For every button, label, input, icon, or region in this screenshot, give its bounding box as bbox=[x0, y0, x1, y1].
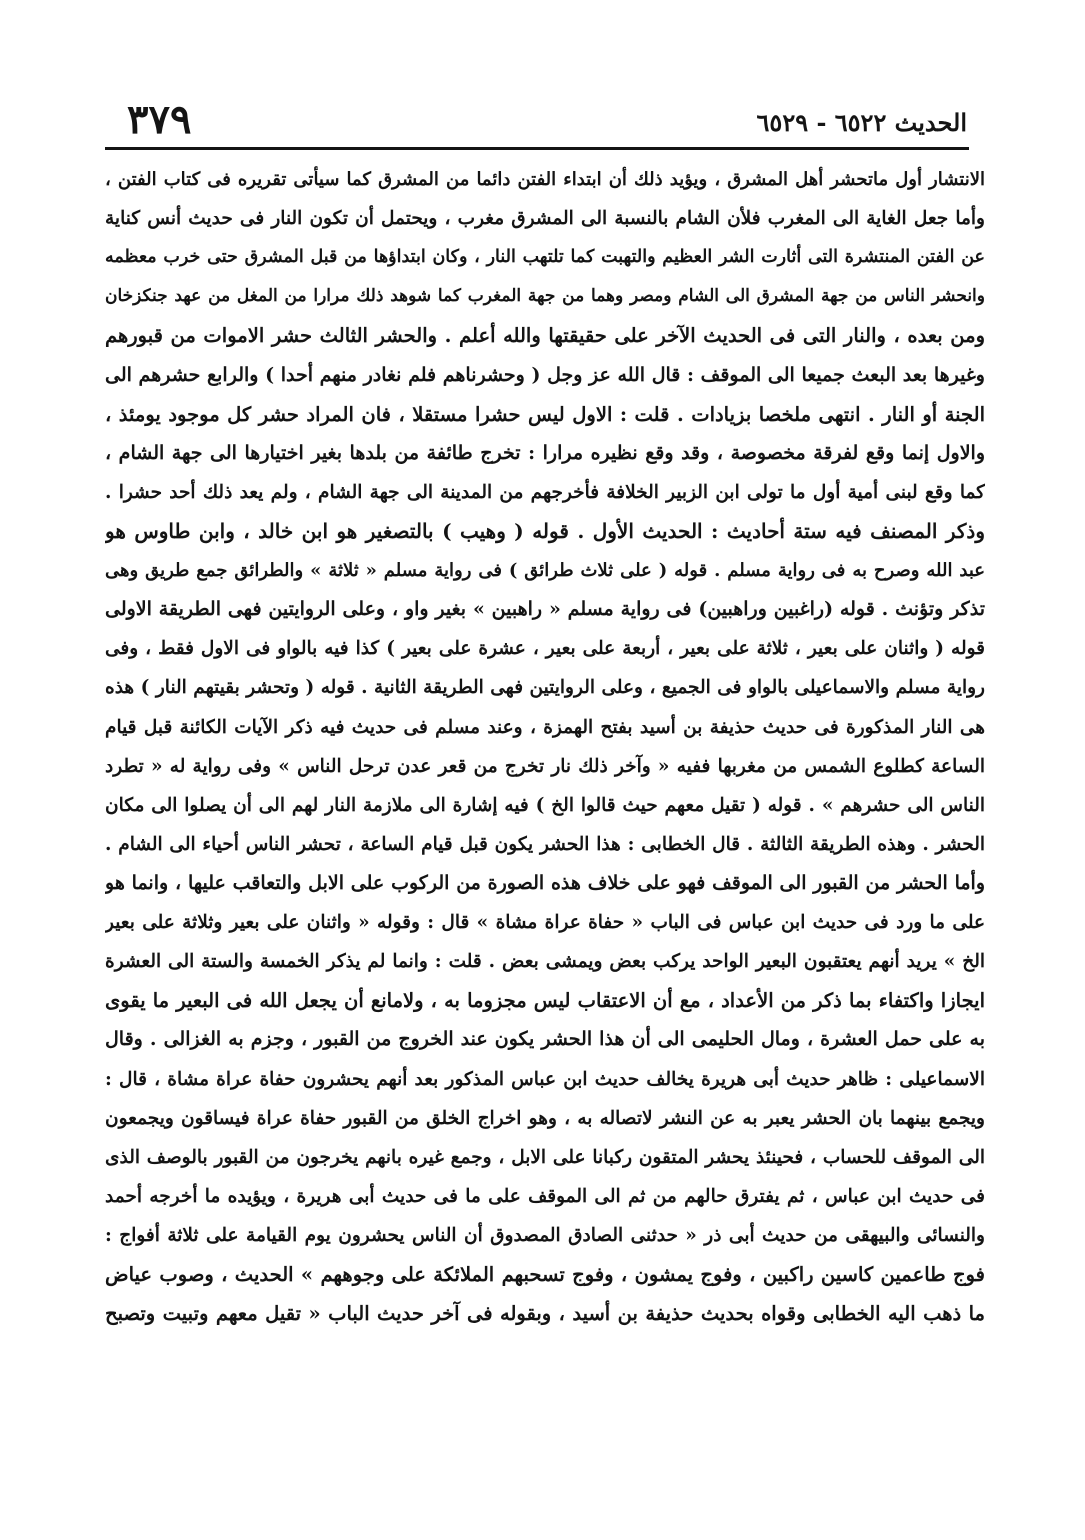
text-line: رواية مسلم والاسماعيلى بالواو فى الجميع ، وعلى الروايتين فهى الطريقة الثانية . قوله ( وتحشر بقيتهم النار ) هذه bbox=[105, 677, 985, 699]
text-line: فوج طاعمين كاسين راكبين ، وفوج يمشون ، وفوج تسحبهم الملائكة على وجوههم » الحديث ، وصوب عياض bbox=[105, 1263, 985, 1287]
text-line: عن الفتن المنتشرة التى أثارت الشر العظيم والتهبت كما تلتهب النار ، وكان ابتداؤها من قبل المشرق حتى خرب معظمه bbox=[105, 247, 985, 268]
text-line: ومن بعده ، والنار التى فى الحديث الآخر على حقيقتها والله أعلم . والحشر الثالث حشر الاموات من قبورهم bbox=[105, 324, 985, 348]
text-line: وغيرها بعد البعث جميعا الى الموقف : قال الله عز وجل ( وحشرناهم فلم نغادر منهم أحدا ) والرابع حشرهم الى bbox=[105, 363, 985, 386]
text-line: الناس الى حشرهم » . قوله ( تقيل معهم حيث قالوا الخ ) فيه إشارة الى ملازمة النار لهم الى أن يصلوا الى مكان bbox=[105, 794, 985, 816]
text-line: فى حديث ابن عباس ، ثم يفترق حالهم من ثم الى الموقف على ما فى حديث أبى هريرة ، ويؤيده ما أخرجه أحمد bbox=[105, 1185, 985, 1207]
text-line: به على حمل العشرة ، ومال الحليمى الى أن هذا الحشر يكون عند الخروج من القبور ، وجزم به الغزالى . وقال bbox=[105, 1028, 985, 1051]
text-line: هى النار المذكورة فى حديث حذيفة بن أسيد بفتح الهمزة ، وعند مسلم فى حديث فيه ذكر الآيات الكائنة قبل قيام bbox=[105, 716, 985, 738]
text-line: والنسائى والبيهقى من حديث أبى ذر « حدثنى الصادق المصدوق أن الناس يحشرون يوم القيامة على ثلاثة أفواج : bbox=[105, 1224, 985, 1246]
body-text bbox=[105, 160, 985, 1333]
text-line: على ما ورد فى حديث ابن عباس فى الباب « حفاة عراة مشاة » قال : وقوله « واثنان على بعير وثلاثة على بعير bbox=[105, 912, 985, 934]
text-line: ما ذهب اليه الخطابى وقواه بحديث حذيفة بن أسيد ، وبقوله فى آخر حديث الباب « تقيل معهم وتبيت وتصبح bbox=[105, 1302, 985, 1326]
text-line: الحشر . وهذه الطريقة الثالثة . قال الخطابى : هذا الحشر يكون قبل قيام الساعة ، تحشر الناس أحياء الى الشام . bbox=[105, 833, 985, 855]
text-line: قوله ( واثنان على بعير ، ثلاثة على بعير ، أربعة على بعير ، عشرة على بعير ) كذا فيه بالواو فى الاول فقط ، وفى bbox=[105, 638, 985, 660]
text-line: كما وقع لبنى أمية أول ما تولى ابن الزبير الخلافة فأخرجهم من المدينة الى جهة الشام ، ولم يعد ذلك أحد حشرا . bbox=[105, 481, 985, 503]
running-head: الحديث ٦٥٢٢ - ٦٥٢٩ bbox=[756, 108, 967, 137]
header-rule bbox=[105, 147, 969, 150]
text-line: الانتشار أول ماتحشر أهل المشرق ، ويؤيد ذلك أن ابتداء الفتن دائما من المشرق كما سيأتى تقريره فى كتاب الفتن ، bbox=[105, 169, 985, 190]
text-line: وانحشر الناس من جهة المشرق الى الشام ومصر وهما من جهة المغرب كما شوهد ذلك مرارا من المغل من عهد جنكزخان bbox=[105, 286, 985, 307]
text-line: ايجازا واكتفاء بما ذكر من الأعداد ، مع أن الاعتقاب ليس مجزوما به ، ولامانع أن يجعل الله فى البعير ما يقوى bbox=[105, 989, 985, 1013]
page-header bbox=[105, 96, 967, 146]
text-line: وأما جعل الغاية الى المغرب فلأن الشام بالنسبة الى المشرق مغرب ، ويحتمل أن تكون النار فى حديث أنس كناية bbox=[105, 208, 985, 230]
text-line: تذكر وتؤنث . قوله (راغبين وراهبين) فى رواية مسلم « راهبين » بغير واو ، وعلى الروايتين فهى الطريقة الاولى bbox=[105, 598, 985, 621]
text-line: وذكر المصنف فيه ستة أحاديث : الحديث الأول . قوله ( وهيب ) بالتصغير هو ابن خالد ، وابن طاوس هو bbox=[105, 518, 985, 543]
text-line: ويجمع بينهما بان الحشر يعبر به عن النشر لاتصاله به ، وهو اخراج الخلق من القبور حفاة عراة فيساقون ويجمعون bbox=[105, 1107, 985, 1129]
text-line: عبد الله وصرح به فى رواية مسلم . قوله ( على ثلاث طرائق ) فى رواية مسلم « ثلاثة » والطرائق جمع طريق وهى bbox=[105, 560, 985, 582]
text-line: الى الموقف للحساب ، فحينئذ يحشر المتقون ركبانا على الابل ، وجمع غيره بانهم يخرجون من القبور بالوصف الذى bbox=[105, 1146, 985, 1168]
text-line: الساعة كطلوع الشمس من مغربها ففيه « وآخر ذلك نار تخرج من قعر عدن ترحل الناس » وفى رواية له « تطرد bbox=[105, 755, 985, 777]
text-line: الجنة أو النار . انتهى ملخصا بزيادات . قلت : الاول ليس حشرا مستقلا ، فان المراد حشر كل موجود يومئذ ، bbox=[105, 402, 985, 426]
text-line: الخ » يريد أنهم يعتقبون البعير الواحد يركب بعض ويمشى بعض . قلت : وانما لم يذكر الخمسة والستة الى العشرة bbox=[105, 951, 985, 973]
text-line: وأما الحشر من القبور الى الموقف فهو على خلاف هذه الصورة من الركوب على الابل والتعاقب عليها ، وانما هو bbox=[105, 871, 985, 894]
page-number: ٣٧٩ bbox=[127, 96, 192, 143]
text-line: الاسماعيلى : ظاهر حديث أبى هريرة يخالف حديث ابن عباس المذكور بعد أنهم يحشرون حفاة عراة مشاة ، قال : bbox=[105, 1068, 985, 1090]
text-line: والاول إنما وقع لفرقة مخصوصة ، وقد وقع نظيره مرارا : تخرج طائفة من بلدها بغير اختيارها الى جهة الشام ، bbox=[105, 441, 985, 464]
